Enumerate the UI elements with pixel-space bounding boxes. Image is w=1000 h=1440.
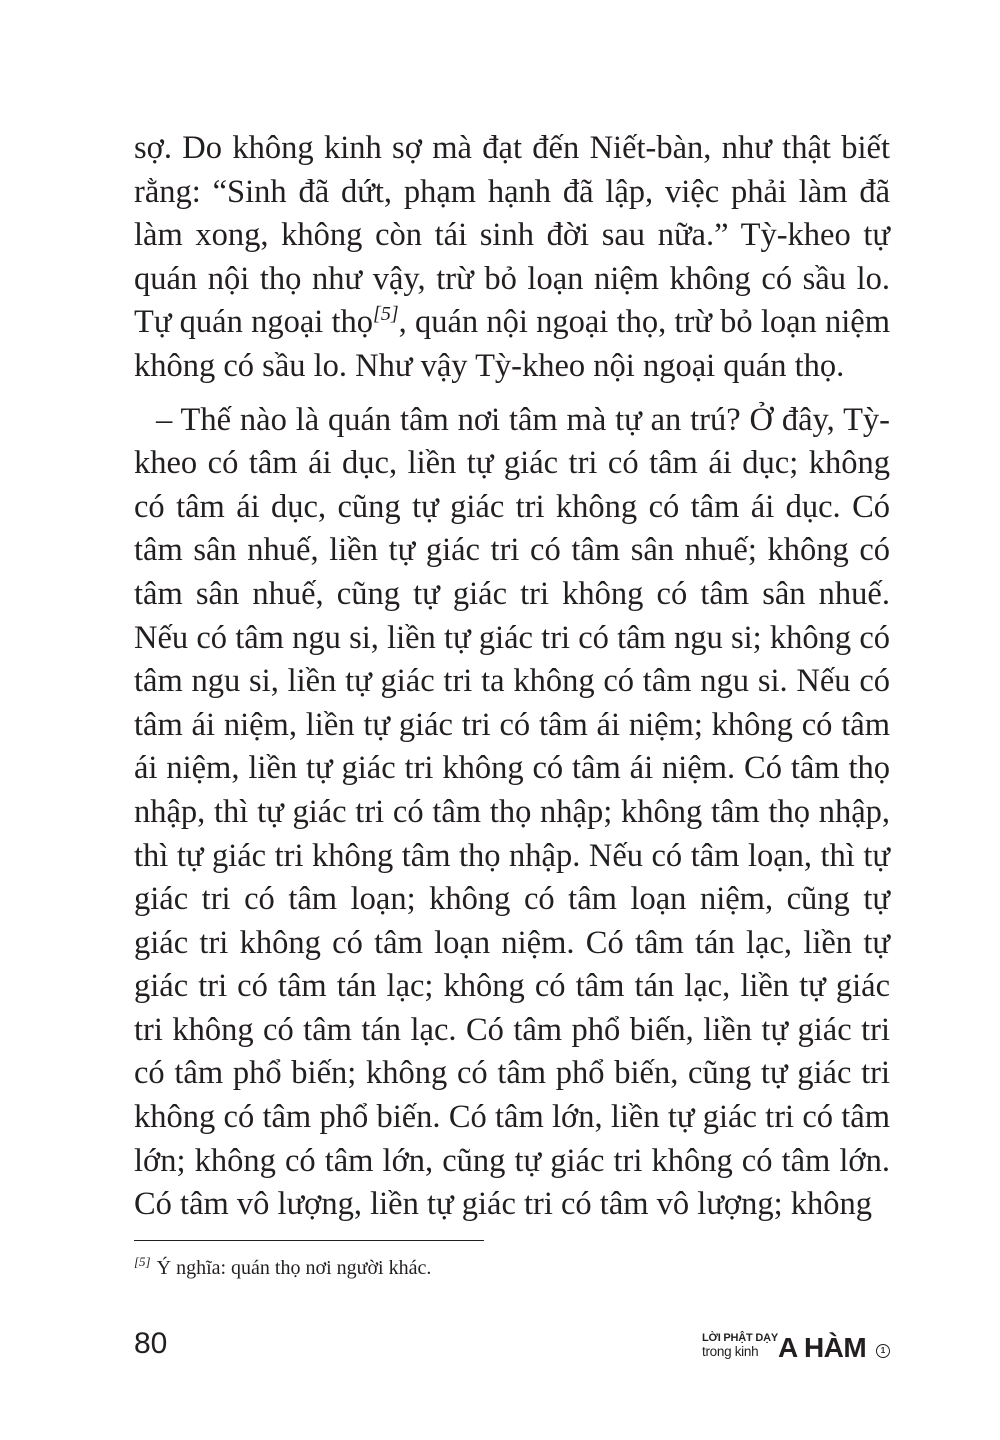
footnote-mark: [5]	[134, 1254, 151, 1270]
footnote-text: Ý nghĩa: quán thọ nơi người khác.	[156, 1257, 432, 1279]
footnote	[134, 1254, 890, 1282]
paragraph-1	[134, 127, 890, 389]
paragraph-1-text-b: , quán nội ngoại thọ, trừ bỏ loạn niệm không có sầu lo. Như vậy Tỳ-kheo nội ngoại quán thọ.	[134, 304, 890, 384]
book-title-logo	[702, 1332, 892, 1366]
paragraph-2: – Thế nào là quán tâm nơi tâm mà tự an trú? Ở đây, Tỳ-kheo có tâm ái dục, liền tự giác tri có tâm ái dục; không có tâm ái dục, cũng tự giác tri không có tâm ái dục. Có tâm sân nhuế, liền tự giác tri có tâm sân nhuế; không có tâm sân nhuế, cũng tự giác tri không có tâm sân nhuế. Nếu có tâm ngu si, liền tự giác tri có tâm ngu si; không có tâm ngu si, liền tự giác tri ta không có tâm ngu si. Nếu có tâm ái niệm, liền tự giác tri có tâm ái niệm; không có tâm ái niệm, liền tự giác tri không có tâm ái niệm. Có tâm thọ nhập, thì tự giác tri có tâm thọ nhập; không tâm thọ nhập, thì tự giác tri không tâm thọ nhập. Nếu có tâm loạn, thì tự giác tri có tâm loạn; không có tâm loạn niệm, cũng tự giác tri không có tâm loạn niệm. Có tâm tán lạc, liền tự giác tri có tâm tán lạc; không có tâm tán lạc, liền tự giác tri không có tâm tán lạc. Có tâm phổ biến, liền tự giác tri có tâm phổ biến; không có tâm phổ biến, cũng tự giác tri không có tâm phổ biến. Có tâm lớn, liền tự giác tri có tâm lớn; không có tâm lớn, cũng tự giác tri không có tâm lớn. Có tâm vô lượng, liền tự giác tri có tâm vô lượng; không	[134, 401, 890, 1223]
logo-line-2: trong kinh	[702, 1344, 759, 1359]
footnote-reference: [5]	[373, 303, 399, 326]
volume-circle-icon: 1	[876, 1344, 890, 1358]
footnote-divider	[134, 1240, 484, 1241]
body-text	[134, 127, 890, 1227]
page-number: 80	[134, 1327, 168, 1360]
logo-line-1: LỜI PHẬT DẠY	[702, 1332, 779, 1344]
paragraph-1-text-a: sợ. Do không kinh sợ mà đạt đến Niết-bàn, như thật biết rằng: “Sinh đã dứt, phạm hạnh đã lập, việc phải làm đã làm xong, không còn tái sinh đời sau nữa.” Tỳ-kheo tự quán nội thọ như vậy, trừ bỏ loạn niệm không có sầu lo. Tự quán ngoại thọ	[134, 130, 890, 341]
logo-title: A HÀM	[778, 1332, 867, 1363]
